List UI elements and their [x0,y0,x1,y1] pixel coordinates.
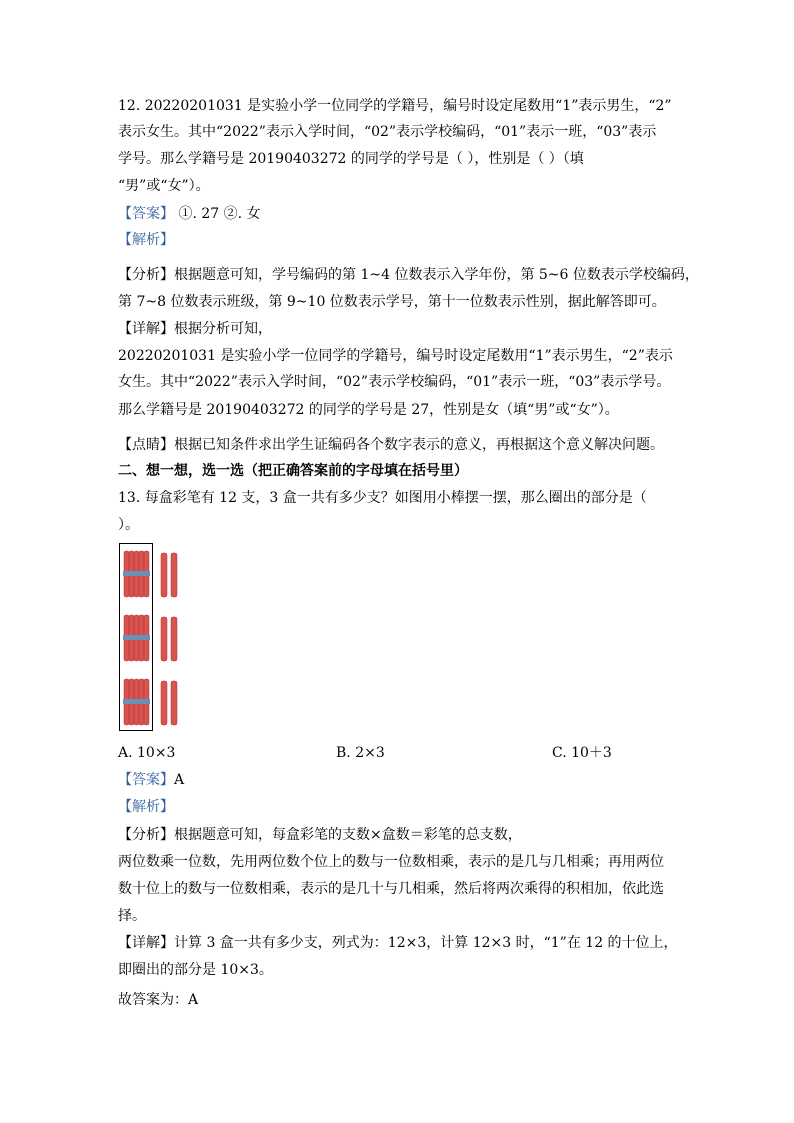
q13-answer [118,770,184,790]
option-a: A. 10×3 [118,745,176,761]
q13-fenxi-3: 数十位上的数与一位数相乘，表示的是几十与几相乘，然后将两次乘得的积相加，依此选 [118,881,664,897]
q12-line-1: 12. 20220201031 是实验小学一位同学的学籍号，编号时设定尾数用“1”表示男生，“2” [118,98,672,114]
fenxi-tag: 【分析】 [118,827,174,843]
q13-line-2: ）。 [118,517,139,533]
single-stick [161,681,167,725]
single-stick [171,681,177,725]
q13-fenxi-1 [118,825,522,845]
answer-text: A [174,772,185,788]
q13-final-answer: 故答案为：A [118,992,199,1008]
q12-fenxi-2: 第 7~8 位数表示班级，第 9~10 位数表示学号，第十一位数表示性别，据此解答即可。 [118,294,666,310]
fenxi-text: 根据题意可知，每盒彩笔的支数×盒数＝彩笔的总支数， [174,827,522,843]
dianjing-text: 根据已知条件求出学生证编码各个数字表示的意义，再根据这个意义解决问题。 [174,437,664,453]
analysis-tag: 【解析】 [118,799,174,815]
answer-text: ①. 27 ②. 女 [174,206,261,222]
q12-line-2: 表示女生。其中“2022”表示入学时间，“02”表示学校编码，“01”表示一班，“03”表示 [118,124,657,140]
option-b: B. 2×3 [336,745,385,761]
answer-tag: 【答案】 [118,772,174,788]
q12-dianjing [118,435,664,455]
q13-analysis [118,797,174,817]
single-stick [161,553,167,597]
fenxi-text: 根据题意可知，学号编码的第 1~4 位数表示入学年份，第 5~6 位数表示学校编码， [174,267,699,283]
q12-xiangjie-4: 那么学籍号是 20190403272 的同学的学号是 27，性别是女（填“男”或“女”）。 [118,402,619,418]
q12-xiangjie-3: 女生。其中“2022”表示入学时间，“02”表示学校编码，“01”表示一班，“03”表示学号。 [118,374,671,390]
single-stick [171,553,177,597]
q13-fenxi-2: 两位数乘一位数，先用两位数个位上的数与一位数相乘，表示的是几与几相乘；再用两位 [118,854,664,870]
q13-xiangjie-1 [118,933,678,953]
q12-line-3: 学号。那么学籍号是 20190403272 的同学的学号是（ ），性别是（ ）（填 [118,151,584,167]
q12-line-4: “男”或“女”）。 [118,178,210,194]
q12-analysis [118,230,174,250]
q12-xiangjie-2: 20220201031 是实验小学一位同学的学籍号，编号时设定尾数用“1”表示男生，“2”表示 [118,348,673,364]
single-stick [171,617,177,661]
q13-line-1: 13. 每盒彩笔有 12 支，3 盒一共有多少支？如图用小棒摆一摆，那么圈出的部分是（ [118,490,647,506]
circled-part-frame [119,543,153,731]
xiangjie-text: 计算 3 盒一共有多少支，列式为：12×3，计算 12×3 时，“1”在 12 的十位上， [174,935,678,951]
answer-tag: 【答案】 [118,206,174,222]
sticks-figure [119,543,191,733]
q12-answer [118,204,261,224]
section-2-title: 二、想一想，选一选（把正确答案前的字母填在括号里） [118,463,468,479]
fenxi-tag: 【分析】 [118,267,174,283]
q13-fenxi-4: 择。 [118,908,146,924]
q13-xiangjie-2: 即圈出的部分是 10×3。 [118,962,273,978]
analysis-tag: 【解析】 [118,232,174,248]
single-stick [161,617,167,661]
dianjing-tag: 【点睛】 [118,437,174,453]
q12-fenxi-1 [118,265,699,285]
xiangjie-tag: 【详解】 [118,321,174,337]
xiangjie-text: 根据分析可知， [174,321,272,337]
option-c: C. 10＋3 [552,745,612,761]
xiangjie-tag: 【详解】 [118,935,174,951]
q12-xiangjie-1 [118,319,272,339]
